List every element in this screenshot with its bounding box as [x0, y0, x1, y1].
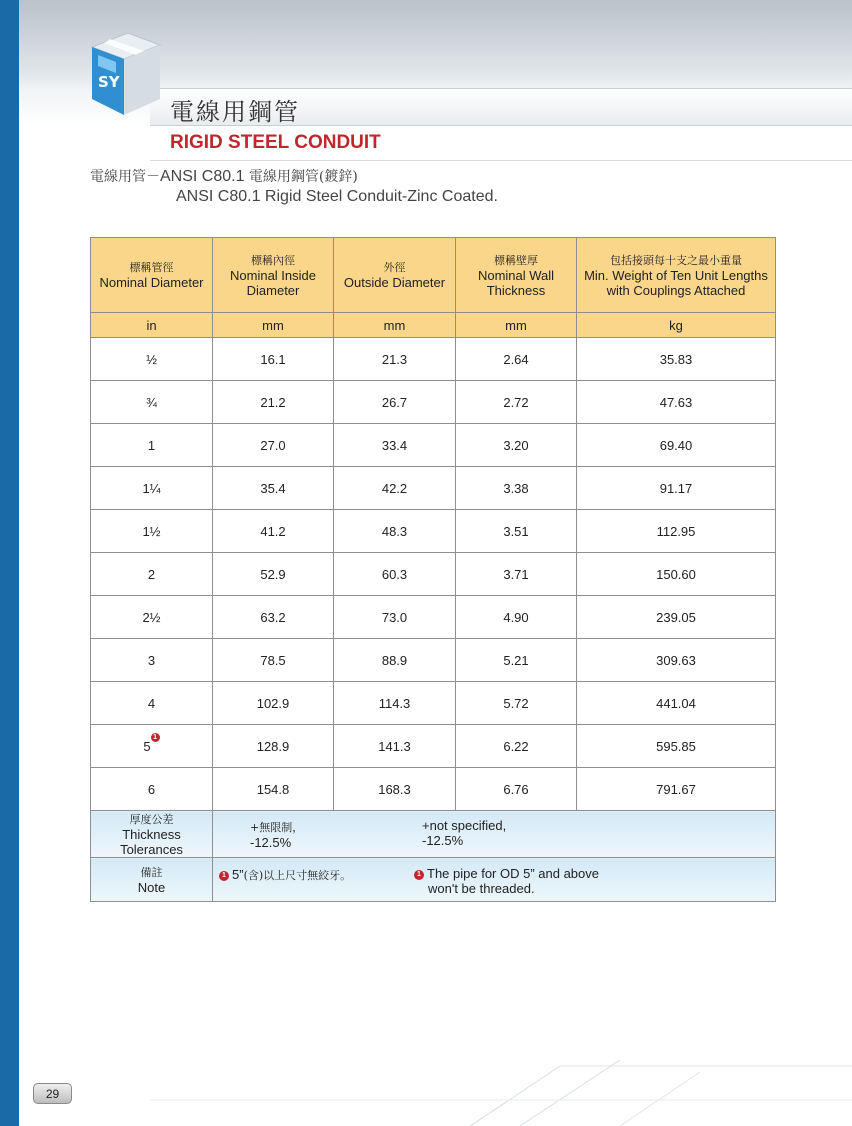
cell-value: 60.3 [381, 566, 408, 582]
cell-value: 5 [143, 738, 151, 754]
cell-value: 6.76 [503, 781, 529, 797]
unit-cell: kg [577, 313, 776, 338]
cell-value: 441.04 [656, 695, 696, 711]
cell-value: 21.3 [381, 351, 408, 367]
col-header-zh: 標稱內徑 [251, 253, 295, 267]
cell-value: 595.85 [656, 738, 696, 754]
footnote-marker-icon: 1 [219, 871, 229, 881]
cell-value: 1 [147, 437, 156, 453]
cell-value: 2 [147, 566, 156, 582]
cell-value: 1½ [142, 523, 161, 539]
col-header-en: Outside Diameter [343, 275, 446, 290]
cell-value: 309.63 [656, 652, 696, 668]
cell-value: 3.71 [503, 566, 529, 582]
page-title-zh: 電線用鋼管 [170, 98, 300, 126]
page-number: 29 [33, 1083, 72, 1104]
cell-value: ½ [146, 351, 157, 367]
tolerance-label-en: Thickness Tolerances [120, 827, 183, 857]
col-header-en: Nominal Diameter [99, 275, 204, 290]
subtitle-standard: ANSI C80.1 [160, 168, 245, 185]
cell-value: 112.95 [656, 523, 696, 539]
tolerance-zh-line1: +無限制， [250, 821, 304, 834]
tolerance-label-zh: 厚度公差 [129, 813, 174, 826]
subtitle-line-2: ANSI C80.1 Rigid Steel Conduit-Zinc Coated. [176, 188, 498, 205]
cell-value: 2.64 [503, 351, 529, 367]
cell-value: 5.21 [503, 652, 529, 668]
cell-value: 791.67 [656, 781, 696, 797]
cell-value: 26.7 [381, 394, 408, 410]
cell-value: 41.2 [260, 523, 286, 539]
cell-value: 2.72 [503, 394, 529, 410]
cell-value: 48.3 [381, 523, 408, 539]
subtitle-zh-suffix: 電線用鋼管(鍍鋅) [244, 169, 358, 185]
cell-value: ¾ [146, 394, 157, 410]
cell-value: 3.51 [503, 523, 529, 539]
cell-value: 5.72 [503, 695, 529, 711]
cell-value: 91.17 [659, 480, 693, 496]
cell-value: 6 [147, 781, 156, 797]
logo-text: SY [98, 73, 120, 91]
cell-value: 35.83 [659, 351, 693, 367]
cell-value: 33.4 [381, 437, 408, 453]
col-header-en: Nominal Inside Diameter [230, 267, 316, 298]
cell-value: 27.0 [260, 437, 286, 453]
cell-value: 168.3 [378, 781, 411, 797]
cell-value: 4 [147, 695, 156, 711]
cell-value: 6.22 [503, 738, 529, 754]
cell-value: 114.3 [378, 695, 411, 711]
cell-value: 16.1 [260, 351, 286, 367]
cell-value: 88.9 [381, 652, 408, 668]
cell-value: 4.90 [503, 609, 529, 625]
cell-value: 21.2 [260, 394, 286, 410]
page-title-en: RIGID STEEL CONDUIT [170, 132, 381, 153]
note-zh-size: 5” [232, 867, 244, 882]
cell-value: 3.38 [503, 480, 529, 496]
col-header-zh: 標稱壁厚 [494, 253, 538, 267]
note-en-line1: The pipe for OD 5” and above [427, 866, 599, 881]
cell-value: 73.0 [381, 609, 408, 625]
cell-value: 3.20 [503, 437, 529, 453]
cell-value: 2½ [142, 609, 161, 625]
cell-value: 78.5 [260, 652, 286, 668]
cell-value: 154.8 [256, 781, 290, 797]
cell-value: 35.4 [260, 480, 286, 496]
col-header-en: Nominal Wall Thickness [477, 267, 555, 298]
footnote-marker-icon: 1 [151, 733, 160, 742]
unit-cell: mm [334, 313, 456, 338]
subtitle-zh-prefix: 電線用管－ [90, 169, 160, 185]
note-label-zh: 備註 [140, 866, 163, 879]
tolerance-en-line1: +not specified, [422, 818, 507, 833]
tolerance-zh-line2: -12.5% [250, 835, 292, 850]
unit-cell: mm [456, 313, 577, 338]
cell-value: 128.9 [256, 738, 290, 754]
note-label-en: Note [137, 880, 166, 895]
cell-value: 63.2 [260, 609, 286, 625]
cell-value: 239.05 [656, 609, 696, 625]
cell-value: 69.40 [659, 437, 693, 453]
unit-cell: mm [213, 313, 334, 338]
cell-value: 3 [147, 652, 156, 668]
cell-value: 102.9 [256, 695, 290, 711]
col-header-zh: 包括接頭每十支之最小重量 [610, 253, 742, 267]
footnote-marker-icon: 1 [414, 870, 424, 880]
col-header-zh: 標稱管徑 [129, 261, 174, 274]
cell-value: 42.2 [381, 480, 408, 496]
note-en-line2: won't be threaded. [428, 881, 535, 896]
cell-value: 1¼ [142, 480, 161, 496]
cell-value: 141.3 [378, 738, 411, 754]
unit-cell: in [91, 313, 213, 338]
cell-value: 47.63 [659, 394, 693, 410]
note-zh-text: (含)以上尺寸無絞牙。 [243, 869, 352, 882]
col-header-zh: 外徑 [383, 261, 406, 274]
cell-value: 52.9 [260, 566, 286, 582]
cell-value: 150.60 [656, 566, 696, 582]
tolerance-en-line2: -12.5% [422, 833, 464, 848]
col-header-en: Min. Weight of Ten Unit Lengths with Couplings Attached [584, 267, 768, 298]
